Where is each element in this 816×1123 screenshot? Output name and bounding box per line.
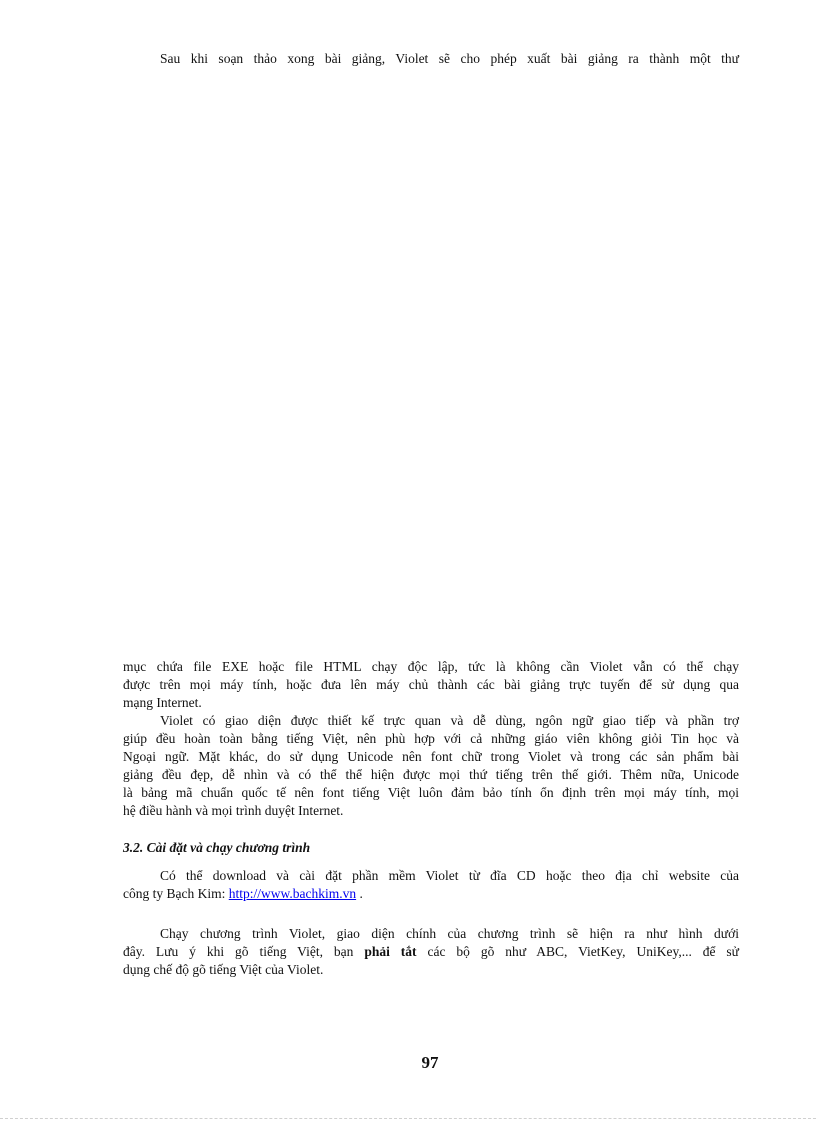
paragraph-line: Có thể download và cài đặt phần mềm Violet từ đĩa CD hoặc theo địa chỉ website của <box>160 868 739 883</box>
text-suffix: . <box>356 886 363 901</box>
paragraph-line <box>123 885 739 903</box>
page-bottom-divider <box>0 1118 816 1119</box>
bold-phrase: phải tắt <box>364 944 417 959</box>
paragraph-line: Chạy chương trình Violet, giao diện chính của chương trình sẽ hiện ra như hình dưới <box>160 926 739 941</box>
top-line: Sau khi soạn thảo xong bài giảng, Violet sẽ cho phép xuất bài giảng ra thành một thư <box>160 51 739 66</box>
section-heading: 3.2. Cài đặt và chạy chương trình <box>123 840 311 855</box>
paragraph-line: giảng đều đẹp, dễ nhìn và có thể thể hiện được mọi thứ tiếng trên thế giới. Thêm nữa, Unicode <box>123 767 739 782</box>
paragraph-line: là bảng mã chuẩn quốc tế nên font tiếng Việt luôn đảm bảo tính ổn định trên mọi máy tính, mọi <box>123 785 739 800</box>
paragraph-line: Ngoại ngữ. Mặt khác, do sử dụng Unicode nên font chữ trong Violet và trong các sản phẩm bài <box>123 749 739 764</box>
paragraph-line: mục chứa file EXE hoặc file HTML chạy độc lập, tức là không cần Violet vẫn có thể chạy <box>123 659 739 674</box>
website-link[interactable]: http://www.bachkim.vn <box>228 886 357 901</box>
paragraph-line <box>123 943 739 961</box>
text-prefix: công ty Bạch Kim: <box>123 886 229 901</box>
paragraph-line: hệ điều hành và mọi trình duyệt Internet. <box>123 803 344 818</box>
page-number: 97 <box>421 1053 439 1072</box>
paragraph-line: được trên mọi máy tính, hoặc đưa lên máy chủ thành các bài giảng trực tuyến để sử dụng qua <box>123 677 739 692</box>
paragraph-line: giúp đều hoàn toàn bằng tiếng Việt, nên phù hợp với cả những giáo viên không giỏi Tin học và <box>123 731 739 746</box>
paragraph-line: Violet có giao diện được thiết kế trực quan và dễ dùng, ngôn ngữ giao tiếp và phần trợ <box>160 713 739 728</box>
paragraph-line: mạng Internet. <box>123 695 202 710</box>
text-suffix: các bộ gõ như ABC, VietKey, UniKey,... để sử <box>416 944 739 959</box>
paragraph-line: dụng chế độ gõ tiếng Việt của Violet. <box>123 962 324 977</box>
text-prefix: đây. Lưu ý khi gõ tiếng Việt, bạn <box>123 944 365 959</box>
